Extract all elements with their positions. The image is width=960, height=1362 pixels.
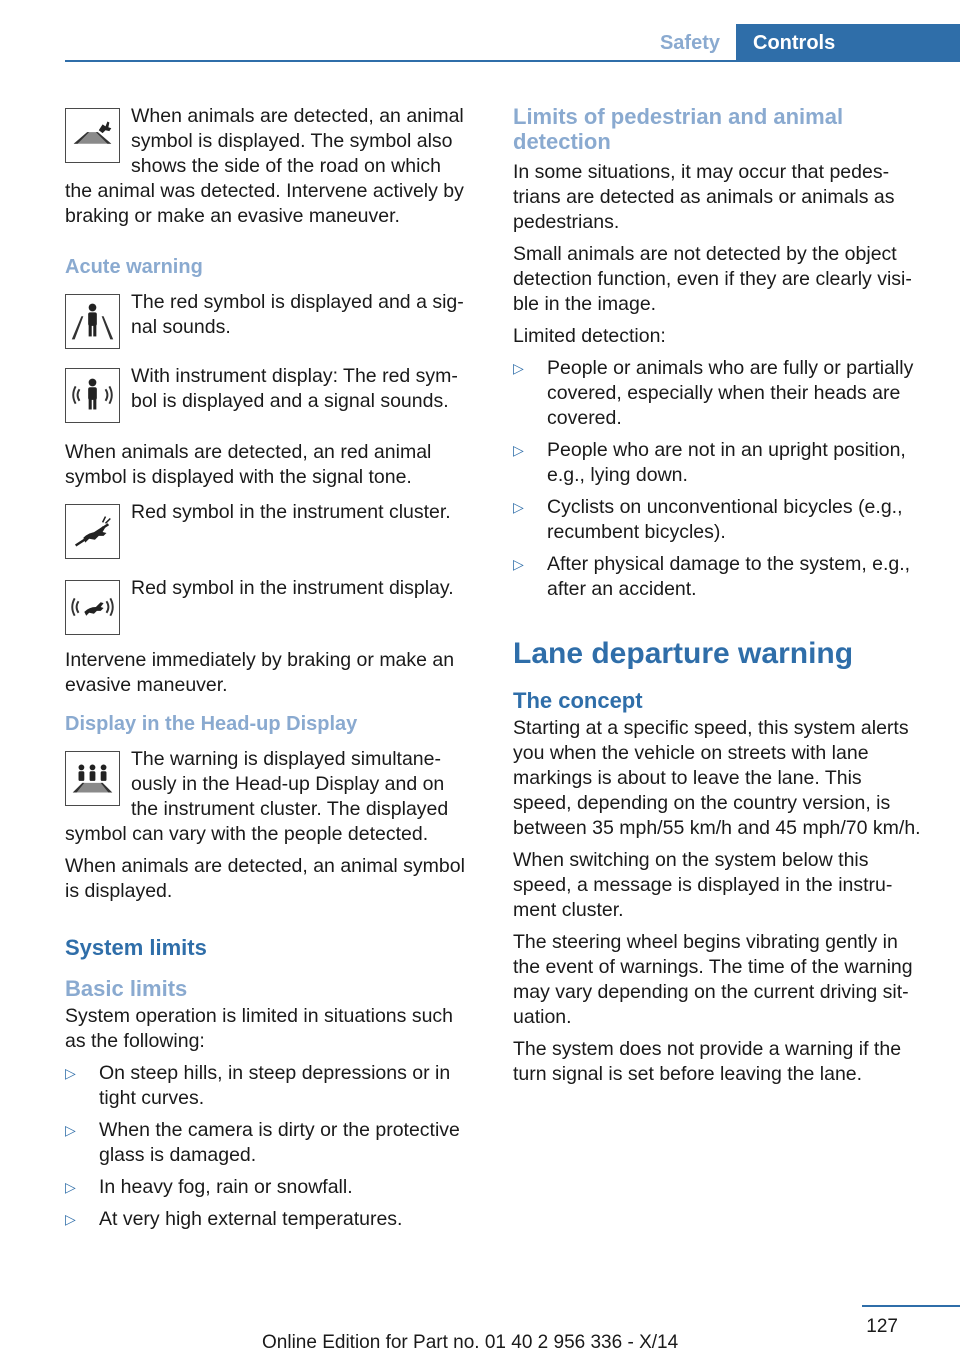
bullet-triangle-icon: ▷ [513, 499, 524, 515]
list-item: ▷ At very high external temperatures. [65, 1208, 403, 1230]
bullet-triangle-icon: ▷ [65, 1179, 76, 1195]
bullet-triangle-icon: ▷ [513, 556, 524, 572]
situations-text: In some situations, it may occur that pedestrians are detected as animals or animals as pedestrians. [513, 161, 895, 233]
hud-block [65, 747, 473, 847]
red-symbol-text: The red symbol is displayed and a signal sounds. [131, 291, 464, 338]
animal-intro-text: When animals are detected, an animal symbol is displayed. The symbol also shows the side of the road on which the animal was detected. Intervene actively by braking or make an evasive maneuver. [65, 105, 464, 227]
header-section: Safety [659, 32, 720, 54]
bullet-triangle-icon: ▷ [65, 1211, 76, 1227]
list-item: ▷ Cyclists on unconventional bicycles (e.g., recumbent bicycles). [513, 496, 903, 543]
edition-text: Online Edition for Part no. 01 40 2 956 336 - X/14 [262, 1332, 679, 1353]
animal-deer-icon [65, 504, 120, 559]
hud-heading: Display in the Head-up Display [65, 713, 358, 735]
steering-text: The steering wheel begins vibrating gently in the event of warnings. The time of the warning may vary depending on the current driving situation. [513, 931, 913, 1028]
animals-red-text: When animals are detected, an red animal symbol is displayed with the signal tone. [65, 441, 432, 488]
animal-intro-block [65, 104, 473, 229]
basic-limits-text: System operation is limited in situations such as the following: [65, 1005, 454, 1052]
concept-text: Starting at a specific speed, this system alerts you when the vehicle on streets with lane markings is about to leave the lane. This speed, depending on the country version, is between 35 mph/55 km/h and 45 mph/70 km/h. [513, 717, 921, 839]
left-column [65, 104, 473, 1239]
basic-limits-list [65, 1061, 473, 1232]
red-symbol-block [65, 290, 473, 346]
intervene-text: Intervene immediately by braking or make an evasive maneuver. [65, 649, 455, 696]
bullet-triangle-icon: ▷ [65, 1065, 76, 1081]
display-text: Red symbol in the instrument display. [131, 577, 454, 599]
limits-heading: Limits of pedestrian and animal detection [513, 104, 844, 154]
concept-heading: The concept [513, 688, 643, 713]
animal-road-icon [65, 108, 120, 163]
cluster-text: Red symbol in the instrument cluster. [131, 501, 451, 523]
system-limits-heading: System limits [65, 935, 207, 960]
display-block [65, 576, 473, 632]
basic-limits-heading: Basic limits [65, 976, 188, 1001]
list-item: ▷ When the camera is dirty or the protective glass is damaged. [65, 1119, 460, 1166]
list-item: ▷ People or animals who are fully or partially covered, especially when their heads are covered. [513, 357, 914, 429]
page-number: 127 [866, 1316, 898, 1337]
right-column [513, 104, 925, 1094]
bullet-triangle-icon: ▷ [65, 1122, 76, 1138]
list-item: ▷ People who are not in an upright position, e.g., lying down. [513, 439, 906, 486]
header-rule [65, 60, 960, 62]
header-chapter: Controls [736, 24, 960, 62]
lane-departure-heading: Lane departure warning [513, 637, 854, 670]
bullet-triangle-icon: ▷ [513, 360, 524, 376]
pedestrian-warning-icon [65, 294, 120, 349]
cluster-block [65, 500, 473, 556]
list-item: ▷ On steep hills, in steep depressions or in tight curves. [65, 1062, 451, 1109]
acute-warning-heading: Acute warning [65, 256, 203, 278]
pedestrian-sound-icon [65, 368, 120, 423]
list-item: ▷ In heavy fog, rain or snowfall. [65, 1176, 353, 1198]
people-hud-icon [65, 751, 120, 806]
list-item: ▷ After physical damage to the system, e.g., after an accident. [513, 553, 911, 600]
switching-text: When switching on the system below this speed, a message is displayed in the instrument cluster. [513, 849, 893, 921]
instrument-display-block [65, 364, 473, 420]
animal-sound-icon [65, 580, 120, 635]
hud-text: The warning is displayed simultaneously in the Head-up Display and on the instrument cluster. The displayed symbol can vary with the people detected. [65, 748, 449, 845]
limited-detection-text: Limited detection: [513, 325, 666, 347]
hud-animal-text: When animals are detected, an animal symbol is displayed. [65, 855, 465, 902]
small-animals-text: Small animals are not detected by the object detection function, even if they are clearly visible in the image. [513, 243, 912, 315]
limited-detection-list [513, 356, 925, 602]
turn-signal-text: The system does not provide a warning if the turn signal is set before leaving the lane. [513, 1038, 902, 1085]
instrument-display-text: With instrument display: The red symbol is displayed and a signal sounds. [131, 365, 458, 412]
footer-rule [862, 1305, 960, 1307]
bullet-triangle-icon: ▷ [513, 442, 524, 458]
